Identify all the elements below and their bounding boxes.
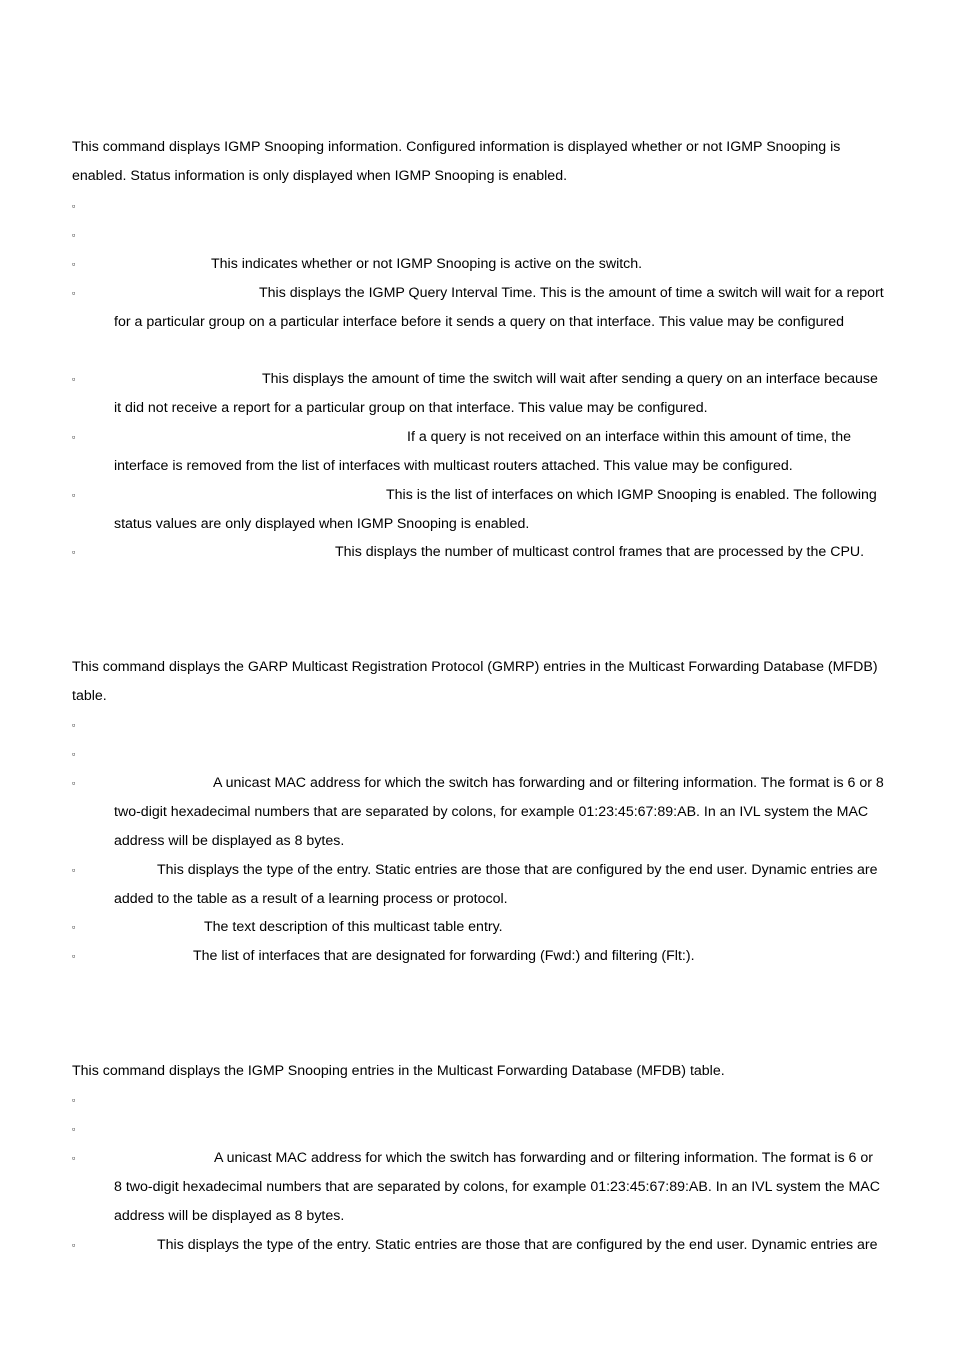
bullet-marker: ▫ [72,432,76,442]
list-item-text: This displays the number of multicast control frames that are processed by the CPU. [335,544,865,560]
bullet-marker: ▫ [72,1124,76,1134]
bullet-marker: ▫ [72,1095,76,1105]
bullet-marker: ▫ [72,288,76,298]
bullet-marker: ▫ [72,374,76,384]
list-item-text: A unicast MAC address for which the switch has forwarding and or filtering information. The format is 6 or 8 two-digit hexadecimal numbers that are separated by colons, for example 01:23:45:67:89:AB. In an IVL system the MAC address will be displayed as 8 bytes. [114,1150,881,1224]
bullet-marker: ▫ [72,1240,76,1250]
bullet-marker: ▫ [72,778,76,788]
list-item-text: This displays the type of the entry. Static entries are those that are configured by the end user. Dynamic entries are added to the table as a result of a learning process or protocol. [114,862,878,907]
bullet-marker: ▫ [72,490,76,500]
list-item-text: This displays the IGMP Query Interval Time. This is the amount of time a switch will wait for a report for a particular group on a particular interface before it sends a query on that interface. This value may be configured [114,285,884,330]
list-item-text: This displays the amount of time the switch will wait after sending a query on an interface because it did not receive a report for a particular group on that interface. This value may be configured. [114,371,878,416]
section-3-intro: This command displays the IGMP Snooping entries in the Multicast Forwarding Database (MFDB) table. [72,1063,725,1079]
bullet-marker: ▫ [72,1153,76,1163]
bullet-marker: ▫ [72,922,76,932]
bullet-marker: ▫ [72,230,76,240]
bullet-marker: ▫ [72,259,76,269]
bullet-marker: ▫ [72,865,76,875]
bullet-marker: ▫ [72,749,76,759]
list-item-text: The list of interfaces that are designated for forwarding (Fwd:) and filtering (Flt:). [193,948,695,964]
section-1-intro: This command displays IGMP Snooping information. Configured information is displayed whether or not IGMP Snooping is enabled. Status information is only displayed when IGMP Snooping is enabled. [72,139,841,184]
list-item-text: This is the list of interfaces on which IGMP Snooping is enabled. The following status values are only displayed when IGMP Snooping is enabled. [114,487,877,532]
bullet-marker: ▫ [72,201,76,211]
bullet-marker: ▫ [72,951,76,961]
list-item-text: If a query is not received on an interface within this amount of time, the interface is removed from the list of interfaces with multicast routers attached. This value may be configured. [114,429,851,474]
list-item-text: This indicates whether or not IGMP Snooping is active on the switch. [211,256,643,272]
list-item-text: The text description of this multicast table entry. [204,919,503,935]
list-item-text: This displays the type of the entry. Static entries are those that are configured by the end user. Dynamic entries are [157,1237,878,1253]
bullet-marker: ▫ [72,720,76,730]
list-item-text: A unicast MAC address for which the switch has forwarding and or filtering information. The format is 6 or 8 two-digit hexadecimal numbers that are separated by colons, for example 01:23:45:67:89:AB. In an IVL system the MAC address will be displayed as 8 bytes. [114,775,884,849]
bullet-marker: ▫ [72,547,76,557]
section-2-intro: This command displays the GARP Multicast Registration Protocol (GMRP) entries in the Multicast Forwarding Database (MFDB) table. [72,659,878,704]
